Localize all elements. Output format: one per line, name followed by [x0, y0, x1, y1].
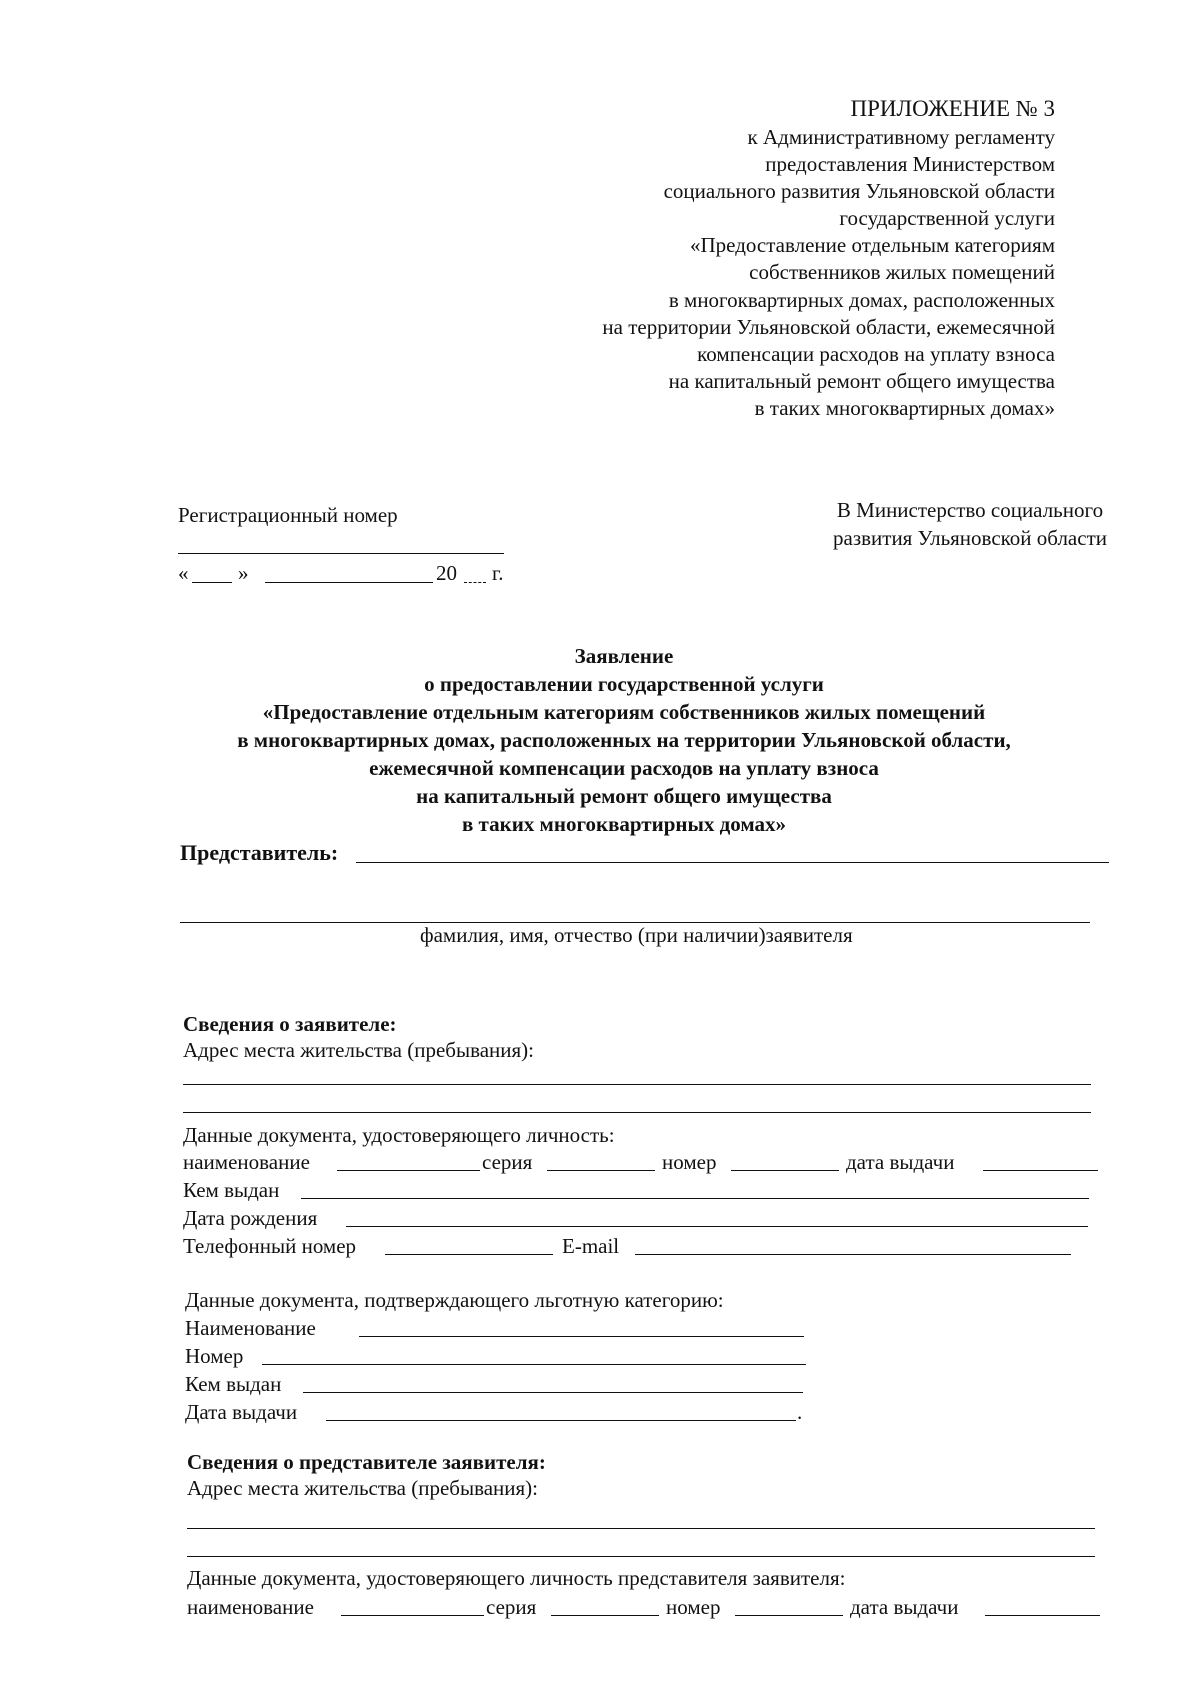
registration-year-field[interactable] — [464, 582, 486, 583]
registration-label: Регистрационный номер — [178, 503, 398, 527]
appendix-line: «Предоставление отдельным категориям — [690, 233, 1055, 258]
rep-info-id-doc-label: Данные документа, удостоверяющего личность представителя заявителя: — [187, 1566, 846, 1590]
appendix-line: на капитальный ремонт общего имущества — [668, 368, 1055, 393]
registration-year-prefix: 20 — [436, 561, 457, 585]
appendix-block — [602, 124, 1055, 422]
rep-info-address-label: Адрес места жительства (пребывания): — [187, 1476, 539, 1500]
rep-info-address-field-2[interactable] — [187, 1556, 1095, 1557]
registration-year-suffix: г. — [492, 561, 504, 585]
applicant-id-number-label: номер — [662, 1150, 717, 1174]
title-line: «Предоставление отдельным категориям собственников жилых помещений — [262, 700, 986, 724]
applicant-id-issue-date-field[interactable] — [983, 1170, 1098, 1171]
appendix-line: в таких многоквартирных домах» — [754, 395, 1055, 420]
appendix-line: в многоквартирных домах, расположенных — [668, 287, 1055, 312]
applicant-id-series-field[interactable] — [547, 1170, 655, 1171]
registration-quote-open: « — [178, 561, 189, 585]
benefit-name-label: Наименование — [185, 1316, 316, 1340]
applicant-id-name-field[interactable] — [337, 1170, 480, 1171]
applicant-id-name-label: наименование — [183, 1150, 310, 1174]
appendix-title: ПРИЛОЖЕНИЕ № 3 — [850, 96, 1055, 121]
applicant-address-field-1[interactable] — [183, 1084, 1091, 1085]
applicant-issued-by-label: Кем выдан — [183, 1178, 280, 1202]
representative-caption: фамилия, имя, отчество (при наличии)заявителя — [420, 923, 853, 947]
appendix-line: собственников жилых помещений — [749, 260, 1055, 285]
applicant-birth-date-label: Дата рождения — [183, 1206, 318, 1230]
rep-info-id-number-field[interactable] — [735, 1615, 843, 1616]
applicant-id-number-field[interactable] — [731, 1170, 839, 1171]
applicant-email-label: E-mail — [562, 1234, 620, 1258]
registration-number-field[interactable] — [178, 553, 504, 554]
applicant-id-issue-date-label: дата выдачи — [846, 1150, 955, 1174]
benefit-doc-label: Данные документа, подтверждающего льготную категорию: — [185, 1288, 724, 1312]
addressee-line-2: развития Ульяновской области — [833, 526, 1107, 550]
representative-label: Представитель: — [180, 840, 339, 865]
title-line: на капитальный ремонт общего имущества — [416, 784, 832, 808]
benefit-number-field[interactable] — [262, 1364, 806, 1365]
appendix-line: на территории Ульяновской области, ежемесячной — [602, 314, 1055, 339]
applicant-id-doc-label: Данные документа, удостоверяющего личность: — [183, 1123, 615, 1147]
title-line: о предоставлении государственной услуги — [424, 672, 824, 696]
rep-info-heading: Сведения о представителе заявителя: — [187, 1450, 546, 1474]
title-line: ежемесячной компенсации расходов на уплату взноса — [369, 756, 879, 780]
applicant-address-label: Адрес места жительства (пребывания): — [183, 1038, 535, 1062]
title-line: Заявление — [574, 644, 674, 668]
benefit-name-field[interactable] — [359, 1336, 804, 1337]
registration-day-field[interactable] — [192, 582, 232, 583]
benefit-issued-by-label: Кем выдан — [185, 1372, 282, 1396]
title-line: в таких многоквартирных домах» — [461, 812, 787, 836]
appendix-line: государственной услуги — [839, 206, 1055, 231]
benefit-issued-by-field[interactable] — [303, 1392, 803, 1393]
representative-field[interactable] — [356, 862, 1109, 863]
appendix-line: социального развития Ульяновской области — [663, 179, 1055, 204]
benefit-number-label: Номер — [185, 1344, 244, 1368]
rep-info-id-issue-date-field[interactable] — [985, 1615, 1100, 1616]
rep-info-address-field-1[interactable] — [187, 1528, 1095, 1529]
rep-info-id-series-field[interactable] — [551, 1615, 659, 1616]
applicant-email-field[interactable] — [635, 1254, 1071, 1255]
applicant-phone-label: Телефонный номер — [183, 1234, 357, 1258]
benefit-end-dot: . — [797, 1400, 803, 1424]
title-line: в многоквартирных домах, расположенных на территории Ульяновской области, — [237, 728, 1011, 752]
registration-month-field[interactable] — [265, 582, 433, 583]
registration-quote-close: » — [238, 561, 249, 585]
appendix-line: к Административному регламенту — [747, 125, 1055, 149]
benefit-issue-date-label: Дата выдачи — [185, 1400, 298, 1424]
applicant-issued-by-field[interactable] — [301, 1198, 1089, 1199]
addressee-line-1: В Министерство социального — [836, 498, 1104, 522]
appendix-line: предоставления Министерством — [765, 152, 1055, 177]
rep-info-id-name-field[interactable] — [341, 1615, 484, 1616]
benefit-issue-date-field[interactable] — [326, 1420, 796, 1421]
rep-info-id-name-label: наименование — [187, 1595, 314, 1619]
rep-info-id-number-label: номер — [666, 1595, 721, 1619]
appendix-line: компенсации расходов на уплату взноса — [697, 341, 1055, 366]
application-title-block — [14, 642, 1200, 838]
rep-info-id-series-label: серия — [486, 1595, 537, 1619]
applicant-heading: Сведения о заявителе: — [183, 1012, 397, 1036]
rep-info-id-issue-date-label: дата выдачи — [850, 1595, 959, 1619]
applicant-id-series-label: серия — [482, 1150, 533, 1174]
applicant-birth-date-field[interactable] — [346, 1226, 1088, 1227]
applicant-address-field-2[interactable] — [183, 1112, 1091, 1113]
applicant-phone-field[interactable] — [385, 1254, 553, 1255]
